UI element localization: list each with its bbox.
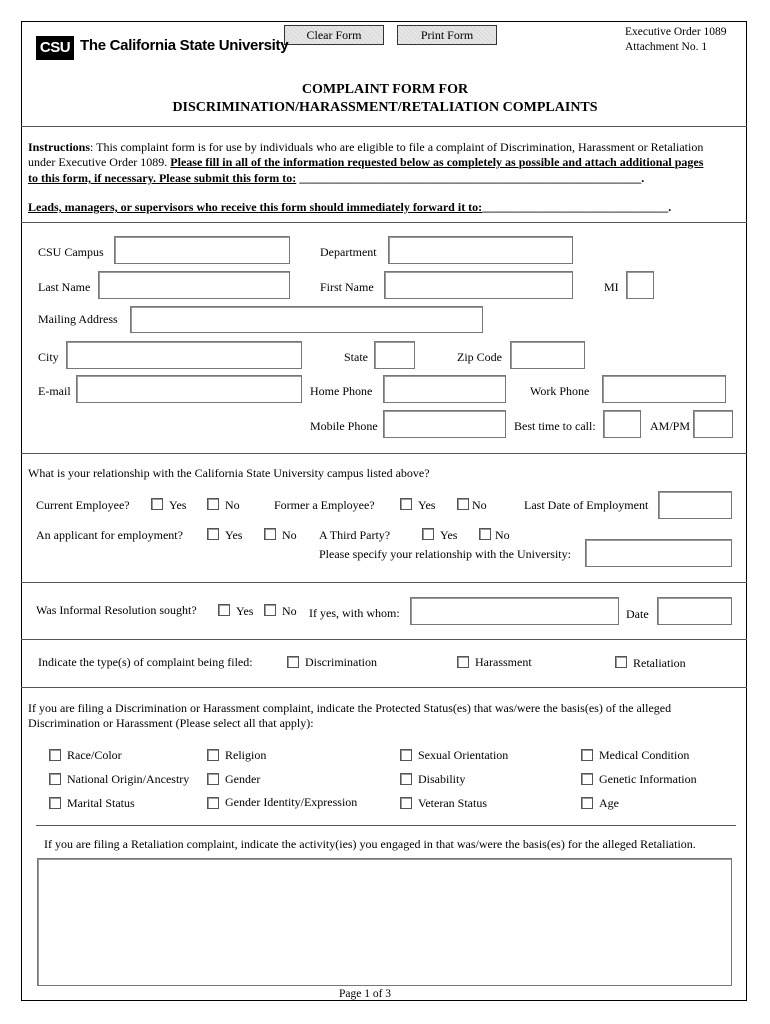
age-label: Age <box>599 796 619 810</box>
former-employee-yes-label: Yes <box>418 498 436 512</box>
former-employee-yes-checkbox[interactable] <box>400 498 412 510</box>
third-party-yes-checkbox[interactable] <box>422 528 434 540</box>
gender-label: Gender <box>225 772 261 786</box>
leads-instructions: Leads, managers, or supervisors who receive this form should immediately forward it to:_______________________________. <box>28 200 672 214</box>
disability-checkbox[interactable] <box>400 773 412 785</box>
mi-label: MI <box>604 280 619 294</box>
protected-intro-line2: Discrimination or Harassment (Please select all that apply): <box>28 716 314 730</box>
work-phone-input[interactable] <box>602 375 726 403</box>
national-origin-label: National Origin/Ancestry <box>67 772 190 786</box>
genetic-information-checkbox[interactable] <box>581 773 593 785</box>
marital-status-checkbox[interactable] <box>49 797 61 809</box>
work-phone-label: Work Phone <box>530 384 590 398</box>
campus-input[interactable] <box>114 236 290 264</box>
current-employee-yes-checkbox[interactable] <box>151 498 163 510</box>
current-employee-no-checkbox[interactable] <box>207 498 219 510</box>
protected-intro-line1: If you are filing a Discrimination or Harassment complaint, indicate the Protected Status(es) that was/were the basis(es) of the alleged <box>28 701 672 715</box>
discrimination-checkbox[interactable] <box>287 656 299 668</box>
last-date-label: Last Date of Employment <box>524 498 649 512</box>
form-title-line2: DISCRIMINATION/HARASSMENT/RETALIATION COMPLAINTS <box>172 100 598 115</box>
applicant-no-label: No <box>282 528 297 542</box>
gender-identity-label: Gender Identity/Expression <box>225 795 358 809</box>
mobile-phone-label: Mobile Phone <box>310 419 378 433</box>
current-employee-no-label: No <box>225 498 240 512</box>
applicant-yes-checkbox[interactable] <box>207 528 219 540</box>
city-input[interactable] <box>66 341 302 369</box>
informal-date-label: Date <box>626 607 649 621</box>
third-party-no-checkbox[interactable] <box>479 528 491 540</box>
retaliation-checkbox[interactable] <box>615 656 627 668</box>
retaliation-activity-textarea[interactable] <box>37 858 732 986</box>
complaint-type-question: Indicate the type(s) of complaint being filed: <box>38 655 253 669</box>
mi-input[interactable] <box>626 271 654 299</box>
former-employee-no-checkbox[interactable] <box>457 498 469 510</box>
race-color-label: Race/Color <box>67 748 122 762</box>
first-name-label: First Name <box>320 280 374 294</box>
specify-relationship-label: Please specify your relationship with the University: <box>319 547 571 561</box>
last-name-input[interactable] <box>98 271 290 299</box>
email-label: E-mail <box>38 384 71 398</box>
religion-checkbox[interactable] <box>207 749 219 761</box>
third-party-no-label: No <box>495 528 510 542</box>
home-phone-label: Home Phone <box>310 384 373 398</box>
former-employee-label: Former a Employee? <box>274 498 375 512</box>
ampm-input[interactable] <box>693 410 733 438</box>
with-whom-label: If yes, with whom: <box>309 606 400 620</box>
informal-no-label: No <box>282 604 297 618</box>
department-input[interactable] <box>388 236 573 264</box>
csu-logo-text: The California State University <box>80 37 289 54</box>
veteran-status-label: Veteran Status <box>418 796 487 810</box>
mailing-input[interactable] <box>130 306 483 333</box>
age-checkbox[interactable] <box>581 797 593 809</box>
relationship-question: What is your relationship with the California State University campus listed above? <box>28 466 430 480</box>
state-label: State <box>344 350 368 364</box>
department-label: Department <box>320 245 377 259</box>
former-employee-no-label: No <box>472 498 487 512</box>
informal-question: Was Informal Resolution sought? <box>36 603 197 617</box>
informal-yes-label: Yes <box>236 604 254 618</box>
third-party-label: A Third Party? <box>319 528 391 542</box>
applicant-yes-label: Yes <box>225 528 243 542</box>
print-form-button[interactable]: Print Form <box>397 25 497 45</box>
medical-condition-label: Medical Condition <box>599 748 690 762</box>
informal-date-input[interactable] <box>657 597 732 625</box>
page-number: Page 1 of 3 <box>339 988 392 1000</box>
discrimination-label: Discrimination <box>305 655 377 669</box>
best-time-input[interactable] <box>603 410 641 438</box>
applicant-label: An applicant for employment? <box>36 528 183 542</box>
third-party-yes-label: Yes <box>440 528 458 542</box>
mobile-phone-input[interactable] <box>383 410 506 438</box>
religion-label: Religion <box>225 748 267 762</box>
retaliation-label: Retaliation <box>633 656 686 670</box>
home-phone-input[interactable] <box>383 375 506 403</box>
gender-checkbox[interactable] <box>207 773 219 785</box>
informal-no-checkbox[interactable] <box>264 604 276 616</box>
campus-label: CSU Campus <box>38 245 104 259</box>
csu-logo: CSU <box>36 36 74 60</box>
ampm-label: AM/PM <box>650 419 691 433</box>
harassment-label: Harassment <box>475 655 532 669</box>
sexual-orientation-checkbox[interactable] <box>400 749 412 761</box>
specify-relationship-input[interactable] <box>585 539 732 567</box>
applicant-no-checkbox[interactable] <box>264 528 276 540</box>
gender-identity-checkbox[interactable] <box>207 797 219 809</box>
race-color-checkbox[interactable] <box>49 749 61 761</box>
last-name-label: Last Name <box>38 280 91 294</box>
national-origin-checkbox[interactable] <box>49 773 61 785</box>
email-input[interactable] <box>76 375 302 403</box>
with-whom-input[interactable] <box>410 597 619 625</box>
last-date-input[interactable] <box>658 491 732 519</box>
city-label: City <box>38 350 59 364</box>
retaliation-divider <box>36 825 736 826</box>
attachment-number: Attachment No. 1 <box>625 41 708 53</box>
mailing-label: Mailing Address <box>38 312 118 326</box>
instructions-line1: Instructions: This complaint form is for use by individuals who are eligible to file a complaint of Discrimination, Harassment or Retaliation <box>28 140 704 154</box>
informal-yes-checkbox[interactable] <box>218 604 230 616</box>
state-input[interactable] <box>374 341 415 369</box>
instructions-line2: under Executive Order 1089. Please fill in all of the information requested below as completely as possible and attach additional pages <box>28 155 704 169</box>
harassment-checkbox[interactable] <box>457 656 469 668</box>
medical-condition-checkbox[interactable] <box>581 749 593 761</box>
best-time-label: Best time to call: <box>514 419 596 433</box>
marital-status-label: Marital Status <box>67 796 135 810</box>
retaliation-intro: If you are filing a Retaliation complaint, indicate the activity(ies) you engaged in that was/were the basis(es) for the alleged Retaliation. <box>44 837 696 851</box>
current-employee-yes-label: Yes <box>169 498 187 512</box>
clear-form-button[interactable]: Clear Form <box>284 25 384 45</box>
veteran-status-checkbox[interactable] <box>400 797 412 809</box>
first-name-input[interactable] <box>384 271 573 299</box>
disability-label: Disability <box>418 772 466 786</box>
genetic-information-label: Genetic Information <box>599 772 697 786</box>
instructions-line3: to this form, if necessary. Please submit this form to: _________________________________________________________. <box>28 171 645 185</box>
zip-label: Zip Code <box>457 350 502 364</box>
executive-order: Executive Order 1089 <box>625 26 727 38</box>
form-title-line1: COMPLAINT FORM FOR <box>301 82 469 97</box>
sexual-orientation-label: Sexual Orientation <box>418 748 509 762</box>
current-employee-label: Current Employee? <box>36 498 130 512</box>
zip-input[interactable] <box>510 341 585 369</box>
